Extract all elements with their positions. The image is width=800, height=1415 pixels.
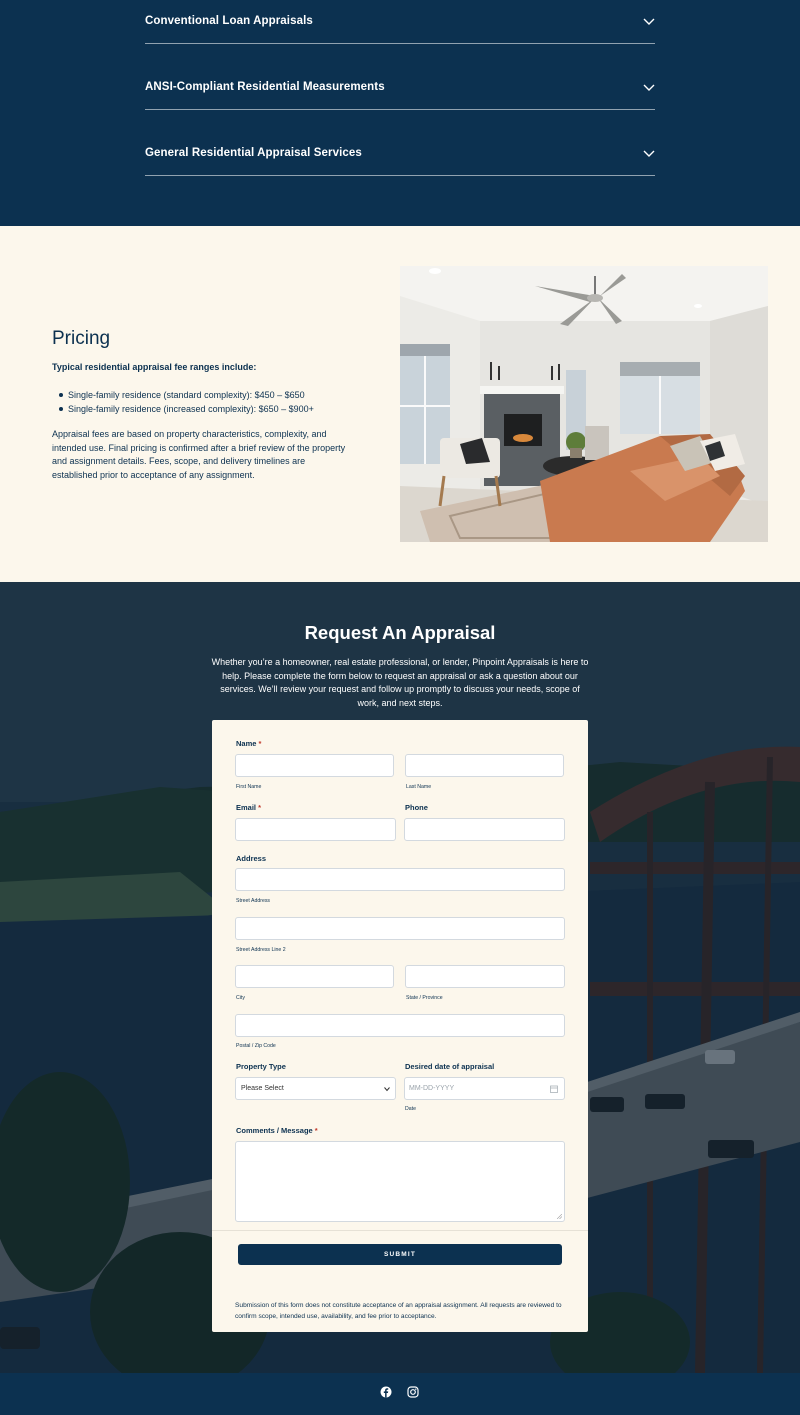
- comments-label: Comments / Message *: [236, 1126, 318, 1135]
- chevron-down-icon[interactable]: [643, 81, 655, 93]
- last-name-sublabel: Last Name: [406, 784, 432, 790]
- required-asterisk: *: [258, 739, 262, 748]
- form-divider: [212, 1230, 588, 1231]
- street-address-line2-input[interactable]: [235, 917, 565, 940]
- phone-label: Phone: [405, 803, 428, 812]
- street-address-line2-sublabel: Street Address Line 2: [236, 947, 286, 953]
- instagram-icon[interactable]: [407, 1386, 419, 1398]
- chevron-down-icon[interactable]: [643, 15, 655, 27]
- accordion-item-general-residential[interactable]: [145, 110, 655, 176]
- accordion-item-ansi-measurements[interactable]: [145, 44, 655, 110]
- accordion-item-label: General Residential Appraisal Services: [145, 147, 362, 159]
- date-sublabel: Date: [405, 1106, 416, 1112]
- zip-input[interactable]: [235, 1014, 565, 1037]
- comments-textarea[interactable]: [235, 1141, 565, 1222]
- desired-date-input[interactable]: [404, 1077, 565, 1100]
- required-asterisk: *: [314, 1126, 318, 1135]
- zip-sublabel: Postal / Zip Code: [236, 1043, 276, 1049]
- pricing-section: [0, 226, 800, 582]
- property-type-label: Property Type: [236, 1062, 286, 1071]
- pricing-list: [68, 388, 314, 416]
- city-input[interactable]: [235, 965, 394, 988]
- request-title: Request An Appraisal: [304, 622, 496, 643]
- street-address-sublabel: Street Address: [236, 898, 271, 904]
- phone-input[interactable]: [404, 818, 565, 841]
- appraisal-request-form: [212, 720, 588, 1332]
- state-sublabel: State / Province: [406, 995, 443, 1001]
- city-sublabel: City: [236, 995, 245, 1001]
- name-label: Name *: [236, 739, 262, 748]
- required-asterisk: *: [258, 803, 262, 812]
- pricing-title: Pricing: [52, 328, 111, 349]
- footer: [0, 1373, 800, 1415]
- address-label: Address: [236, 854, 267, 863]
- pricing-list-item: Single-family residence (increased complexity): $650 – $900+: [68, 404, 314, 414]
- submit-button[interactable]: SUBMIT: [238, 1244, 562, 1265]
- first-name-input[interactable]: [235, 754, 394, 777]
- email-label: Email *: [236, 803, 262, 812]
- accordion-item-conventional-loan[interactable]: [145, 0, 655, 44]
- accordion-list: [145, 0, 655, 176]
- property-type-select[interactable]: [235, 1077, 396, 1100]
- request-appraisal-section: [0, 582, 800, 1373]
- calendar-icon[interactable]: [550, 1085, 558, 1093]
- street-address-input[interactable]: [235, 868, 565, 891]
- state-input[interactable]: [405, 965, 565, 988]
- pricing-paragraph: Appraisal fees are based on property characteristics, complexity, and intended use. Final pricing is confirmed after a brief review of the property and assignment details. Fees, scope, and delivery timelines are established prior to acceptance of any assignment.: [52, 429, 346, 480]
- request-intro: Whether you’re a homeowner, real estate professional, or lender, Pinpoint Appraisals is here to help. Please complete the form below to request an appraisal or ask a question about our services. We’ll review your request and follow up promptly to discuss your needs, scope of work, and next steps.: [211, 657, 589, 708]
- pricing-subtitle: Typical residential appraisal fee ranges include:: [52, 362, 257, 372]
- services-accordion: [0, 0, 800, 226]
- resize-handle-icon[interactable]: [557, 1214, 562, 1219]
- chevron-down-icon[interactable]: [643, 147, 655, 159]
- form-disclaimer: Submission of this form does not constitute acceptance of an appraisal assignment. All requests are reviewed to confirm scope, intended use, availability, and fee prior to acceptance.: [235, 1302, 562, 1320]
- pricing-list-item: Single-family residence (standard complexity): $450 – $650: [68, 388, 314, 402]
- desired-date-label: Desired date of appraisal: [405, 1062, 495, 1071]
- chevron-down-icon: [384, 1086, 390, 1092]
- last-name-input[interactable]: [405, 754, 564, 777]
- first-name-sublabel: First Name: [236, 784, 262, 790]
- living-room-photo: [400, 266, 768, 542]
- property-type-value: Please Select: [241, 1085, 284, 1092]
- facebook-icon[interactable]: [380, 1386, 392, 1398]
- email-input[interactable]: [235, 818, 396, 841]
- accordion-item-label: ANSI-Compliant Residential Measurements: [145, 81, 385, 93]
- date-placeholder: MM-DD-YYYY: [409, 1085, 455, 1092]
- accordion-item-label: Conventional Loan Appraisals: [145, 15, 313, 27]
